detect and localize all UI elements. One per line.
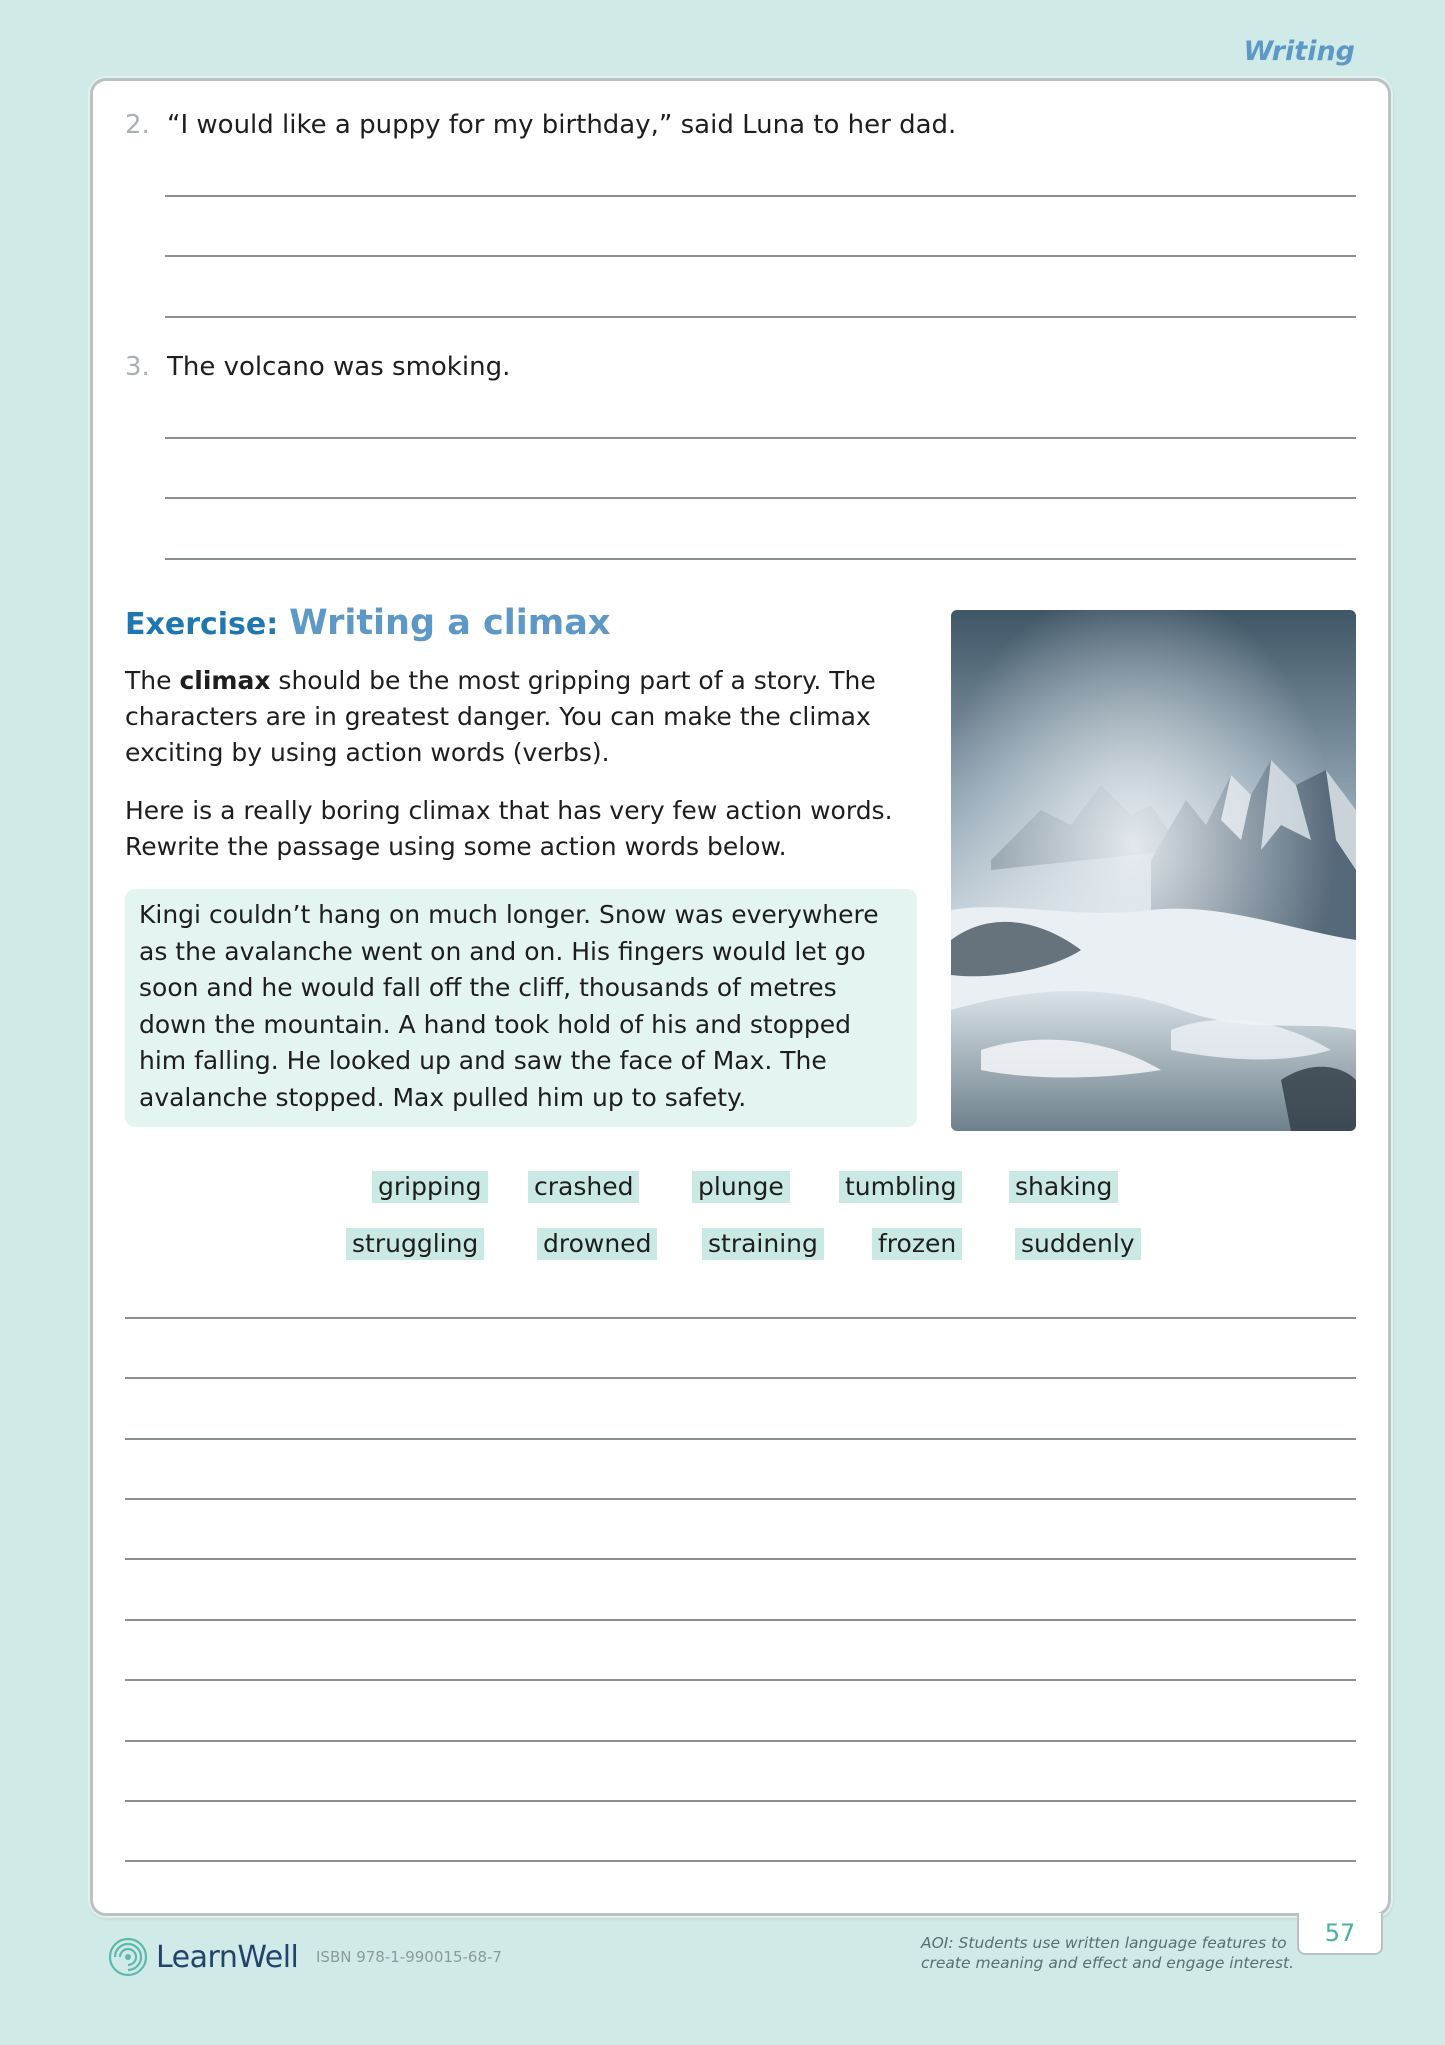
exercise-heading [125, 601, 610, 647]
page-number: 57 [1297, 1913, 1383, 1955]
writing-line[interactable] [165, 558, 1356, 560]
word-bank-item: plunge [692, 1171, 790, 1203]
word-bank-item: tumbling [839, 1171, 962, 1203]
intro-after: should be the most gripping part of a story. The characters are in greatest danger. You can make the climax exciting by using action words (verbs). [125, 666, 876, 767]
learnwell-logo [108, 1937, 298, 1977]
word-bank-item: crashed [528, 1171, 639, 1203]
writing-line[interactable] [165, 255, 1356, 257]
question-2-text: “I would like a puppy for my birthday,” said Luna to her dad. [167, 110, 957, 140]
word-bank-item: struggling [346, 1228, 484, 1260]
writing-line[interactable] [125, 1740, 1356, 1742]
writing-line[interactable] [125, 1860, 1356, 1862]
writing-line[interactable] [165, 497, 1356, 499]
exercise-instruction: Here is a really boring climax that has very few action words. Rewrite the passage using some action words below. [125, 796, 893, 861]
exercise-prefix: Exercise: [125, 607, 279, 642]
question-2-number: 2. [125, 110, 150, 140]
question-2 [125, 108, 956, 142]
question-3 [125, 350, 510, 384]
worksheet-card [90, 78, 1391, 1916]
brand-name: LearnWell [156, 1939, 299, 1975]
boring-climax-passage: Kingi couldn’t hang on much longer. Snow was everywhere as the avalanche went on and on. His fingers would let go soon and he would fall off the cliff, thousands of metres down the mountain. A hand took hold of his and stopped him falling. He looked up and saw the face of Max. The avalanche stopped. Max pulled him up to safety. [125, 889, 917, 1127]
writing-line[interactable] [125, 1317, 1356, 1319]
word-bank-item: shaking [1009, 1171, 1118, 1203]
question-3-text: The volcano was smoking. [167, 352, 511, 382]
isbn: ISBN 978-1-990015-68-7 [316, 1948, 502, 1966]
word-bank-item: frozen [872, 1228, 962, 1260]
snowy-mountain-photo [951, 610, 1356, 1131]
exercise-title: Writing a climax [289, 603, 611, 643]
writing-line[interactable] [125, 1438, 1356, 1440]
exercise-intro [125, 663, 925, 771]
word-bank-item: straining [702, 1228, 824, 1260]
section-label: Writing [1243, 36, 1355, 67]
word-bank-item: gripping [372, 1171, 488, 1203]
word-bank-item: drowned [537, 1228, 657, 1260]
question-3-number: 3. [125, 352, 150, 382]
writing-line[interactable] [165, 316, 1356, 318]
aoi-note: AOI: Students use written language features to create meaning and effect and engage interest. [921, 1934, 1295, 1972]
writing-line[interactable] [125, 1498, 1356, 1500]
writing-line[interactable] [125, 1619, 1356, 1621]
writing-line[interactable] [125, 1679, 1356, 1681]
writing-line[interactable] [125, 1558, 1356, 1560]
spiral-logo-icon [108, 1937, 148, 1977]
writing-line[interactable] [165, 195, 1356, 197]
intro-before: The [125, 666, 180, 695]
writing-line[interactable] [165, 437, 1356, 439]
writing-line[interactable] [125, 1800, 1356, 1802]
intro-bold-climax: climax [179, 666, 271, 695]
word-bank-item: suddenly [1015, 1228, 1141, 1260]
writing-line[interactable] [125, 1377, 1356, 1379]
